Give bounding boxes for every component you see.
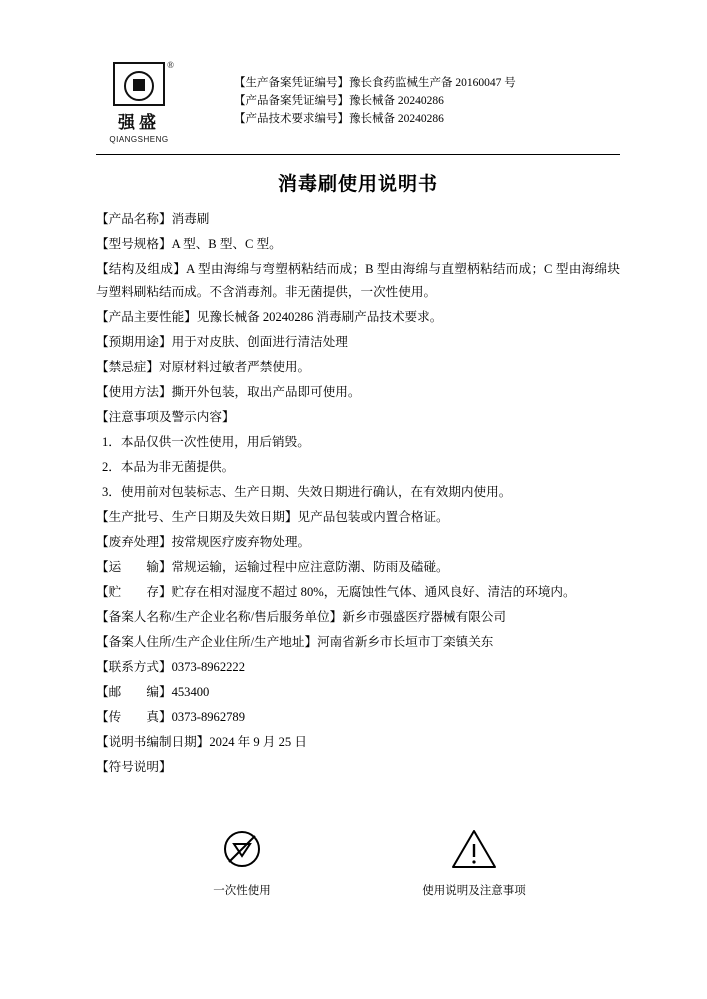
symbol-instructions-warning xyxy=(404,824,544,898)
company-logo xyxy=(96,62,182,144)
logo-brand-en: QIANGSHENG xyxy=(109,135,169,144)
precaution-item: 1．本品仅供一次性使用，用后销毁。 xyxy=(102,434,310,449)
document-header xyxy=(96,62,620,144)
field-product-name: 【产品名称】消毒刷 xyxy=(96,212,210,226)
page-title: 消毒刷使用说明书 xyxy=(277,174,438,195)
field-fax: 【传 真】0373-8962789 xyxy=(96,709,246,724)
field-contact: 【联系方式】0373-8962222 xyxy=(96,659,246,674)
field-symbol-legend-heading: 【符号说明】 xyxy=(96,759,172,774)
registration-line: 【产品技术要求编号】豫长械备 20240286 xyxy=(234,113,444,125)
field-contraindications: 【禁忌症】对原材料过敏者严禁使用。 xyxy=(96,359,311,374)
registered-trademark-symbol: ® xyxy=(167,60,174,70)
symbol-legend xyxy=(96,824,620,898)
logo-emblem-icon xyxy=(113,62,165,106)
field-precautions-heading: 【注意事项及警示内容】 xyxy=(96,409,235,424)
field-usage-method: 【使用方法】撕开外包装，取出产品即可使用。 xyxy=(96,384,361,399)
field-transport: 【运 输】常规运输，运输过程中应注意防潮、防雨及磕碰。 xyxy=(96,559,449,574)
field-batch-dates: 【生产批号、生产日期及失效日期】见产品包装或内置合格证。 xyxy=(96,509,449,524)
field-manufacturer: 【备案人名称/生产企业名称/售后服务单位】新乡市强盛医疗器械有限公司 xyxy=(96,609,506,624)
field-model-spec: 【型号规格】A 型、B 型、C 型。 xyxy=(96,237,282,251)
field-edition-date: 【说明书编制日期】2024 年 9 月 25 日 xyxy=(96,734,307,749)
document-content xyxy=(96,62,620,898)
field-disposal: 【废弃处理】按常规医疗废弃物处理。 xyxy=(96,534,311,549)
registration-info xyxy=(234,62,516,128)
precaution-item: 2．本品为非无菌提供。 xyxy=(102,459,235,474)
field-intended-use: 【预期用途】用于对皮肤、创面进行清洁处理 xyxy=(96,334,348,349)
field-address: 【备案人住所/生产企业住所/生产地址】河南省新乡市长垣市丁栾镇关东 xyxy=(96,634,494,649)
field-storage: 【贮 存】贮存在相对湿度不超过 80%，无腐蚀性气体、通风良好、清洁的环境内。 xyxy=(96,584,576,599)
warning-triangle-icon xyxy=(404,824,544,874)
symbol-single-use xyxy=(172,824,312,898)
precaution-item: 3．使用前对包装标志、生产日期、失效日期进行确认，在有效期内使用。 xyxy=(102,484,512,499)
single-use-icon xyxy=(172,824,312,874)
registration-line: 【生产备案凭证编号】豫长食药监械生产备 20160047 号 xyxy=(234,77,516,89)
logo-brand-cn: 强盛 xyxy=(118,113,160,132)
symbol-caption: 一次性使用 xyxy=(213,885,271,897)
field-structure-composition: 【结构及组成】A 型由海绵与弯塑柄粘结而成；B 型由海绵与直塑柄粘结而成；C 型由海绵块与塑料刷粘结而成。不含消毒剂。非无菌提供，一次性使用。 xyxy=(96,262,620,299)
field-postcode: 【邮 编】453400 xyxy=(96,684,210,699)
header-divider xyxy=(96,154,620,155)
field-main-performance: 【产品主要性能】见豫长械备 20240286 消毒刷产品技术要求。 xyxy=(96,309,443,324)
registration-line: 【产品备案凭证编号】豫长械备 20240286 xyxy=(234,95,444,107)
symbol-caption: 使用说明及注意事项 xyxy=(422,885,526,897)
